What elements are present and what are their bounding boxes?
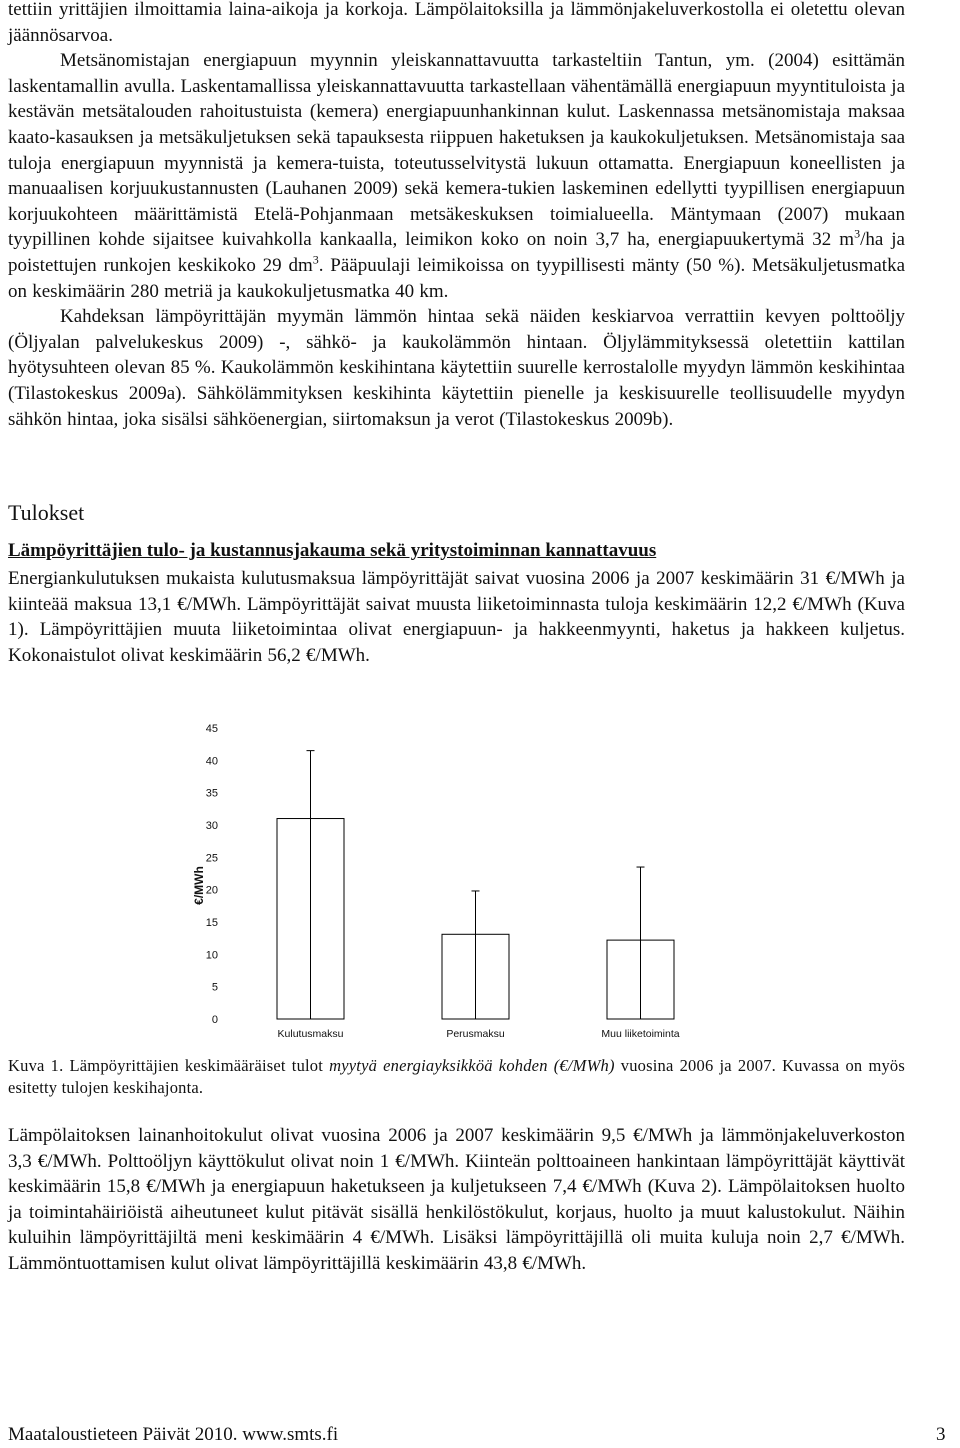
intro-paragraph-1: tettiin yrittäjien ilmoittamia laina-aikoja ja korkoja. Lämpölaitoksilla ja lämmönjakeluverkostolla ei oletettu olevan jäännösarvoa. [8, 0, 905, 46]
subsection-heading: Lämpöyrittäjien tulo- ja kustannusjakauma sekä yritystoiminnan kannattavuus [8, 540, 657, 561]
x-category-label: Muu liiketoiminta [601, 1028, 680, 1040]
footer-text: Maataloustieteen Päivät 2010. www.smts.fi [8, 1424, 339, 1445]
page-number: 3 [936, 1424, 946, 1445]
y-tick-label: 35 [205, 787, 218, 800]
costs-paragraph: Lämpölaitoksen lainanhoitokulut olivat vuosina 2006 ja 2007 keskimäärin 9,5 €/MWh ja lämmönjakeluverkoston 3,3 €/MWh. Polttoöljyn käyttökulut olivat noin 1 €/MWh. Kiinteän polttoaineen hankintaan lämpöyrittäjät käyttivät keskimäärin 15,8 €/MWh ja energiapuun haketukseen ja kuljetukseen 7,4 €/MWh (Kuva 2). Lämpölaitoksen huolto ja toimintahäiriöistä aiheutuneet kulut pitävät sisällä henkilöstökulut, korjaus, huolto ja muut kalustokulut. Näihin kuluihin lämpöyrittäjiltä meni keskimäärin 4 €/MWh. Lisäksi lämpöyrittäjillä oli muita kuluja noin 2,7 €/MWh. Lämmöntuottamisen kulut olivat lämpöyrittäjillä keskimäärin 43,8 €/MWh. [8, 1125, 905, 1274]
y-tick-label: 15 [205, 917, 218, 929]
bar-chart [178, 712, 738, 1052]
y-tick-label: 25 [205, 852, 218, 865]
results-paragraph: Energiankulutuksen mukaista kulutusmaksua lämpöyrittäjät saivat vuosina 2006 ja 2007 keskimäärin 31 €/MWh ja kiinteää maksua 13,1 €/MWh. Lämpöyrittäjät saivat muusta liiketoiminnasta tuloja keskimäärin 12,2 €/MWh (Kuva 1). Lämpöyrittäjien muuta liiketoimintaa olivat energiapuun- ja hakkeenmyynti, haketus ja hakkeen kuljetus. Kokonaistulot olivat keskimäärin 56,2 €/MWh. [8, 568, 905, 666]
y-tick-label: 30 [205, 820, 218, 832]
y-tick-label: 45 [205, 723, 218, 735]
x-category-label: Kulutusmaksu [277, 1028, 344, 1040]
intro-paragraph-2: Metsänomistajan energiapuun myynnin yleiskannattavuutta tarkasteltiin Tantun, ym. (2004) esittämän laskentamallin avulla. Laskentamallissa yleiskannattavuutta tarkastellaan vähentämällä energiapuun myyntituloista ja kestävän metsätalouden rahoitustuista (kemera) energiapuunhankinnan kulut. Laskennassa metsänomistaja maksaa kaato-kasauksen ja metsäkuljetuksen sekä tapauksesta riippuen haketuksen ja kaukokuljetuksen. Metsänomistaja saa tuloja energiapuun myynnistä ja kemera-tuista, toteutusselvitystä lukuun ottamatta. Energiapuun koneellisten ja manuaalisen korjuukustannusten (Lauhanen 2009) sekä kemera-tukien laskeminen edellytti tyypillisen energiapuun korjuukohteen määrittämistä Etelä-Pohjanmaan metsäkeskuksen toimialueella. Mäntymaan (2007) mukaan tyypillinen kohde sijaitsee kuivahkolla kankaalla, leimikon koko on noin 3,7 ha, energiapuukertymä 32 $m^3/ha$ ja poistettujen runkojen keskikoko 29 $dm^3$. Pääpuulaji leimikoissa on tyypillisesti mänty (50 %). Metsäkuljetusmatka on keskimäärin 280 metriä ja kaukokuljetusmatka 40 km. [8, 50, 905, 302]
y-tick-label: 20 [205, 884, 218, 897]
y-tick-label: 5 [211, 981, 218, 994]
figure-1-chart [178, 712, 738, 1057]
figure-caption: Kuva 1. Lämpöyrittäjien keskimääräiset tulot myytyä energiayksikköä kohden (€/MWh) vuosina 2006 ja 2007. Kuvassa on myös esitetty tulojen keskihajonta. [8, 1056, 906, 1097]
section-heading: Tulokset [8, 500, 85, 525]
y-tick-label: 10 [205, 949, 218, 962]
y-axis-label: €/MWh [192, 866, 206, 905]
y-tick-label: 40 [205, 755, 218, 768]
x-category-label: Perusmaksu [446, 1028, 505, 1040]
y-tick-label: 0 [211, 1014, 218, 1026]
intro-paragraph-3: Kahdeksan lämpöyrittäjän myymän lämmön hintaa sekä näiden keskiarvoa verrattiin kevyen polttoöljy (Öljyalan palvelukeskus 2009) -, sähkö- ja kaukolämmön hintaan. Öljylämmityksessä oletettiin kattilan hyötysuhteen olevan 85 %. Kaukolämmön keskihintana käytettiin suurelle kerrostalolle myydyn lämmön keskihintaa (Tilastokeskus 2009a). Sähkölämmityksen keskihinta käytettiin pienelle ja keskisuurelle teollisuudelle myydyn sähkön hintaa, joka sisälsi sähköenergian, siirtomaksun ja verot (Tilastokeskus 2009b). [8, 306, 905, 430]
